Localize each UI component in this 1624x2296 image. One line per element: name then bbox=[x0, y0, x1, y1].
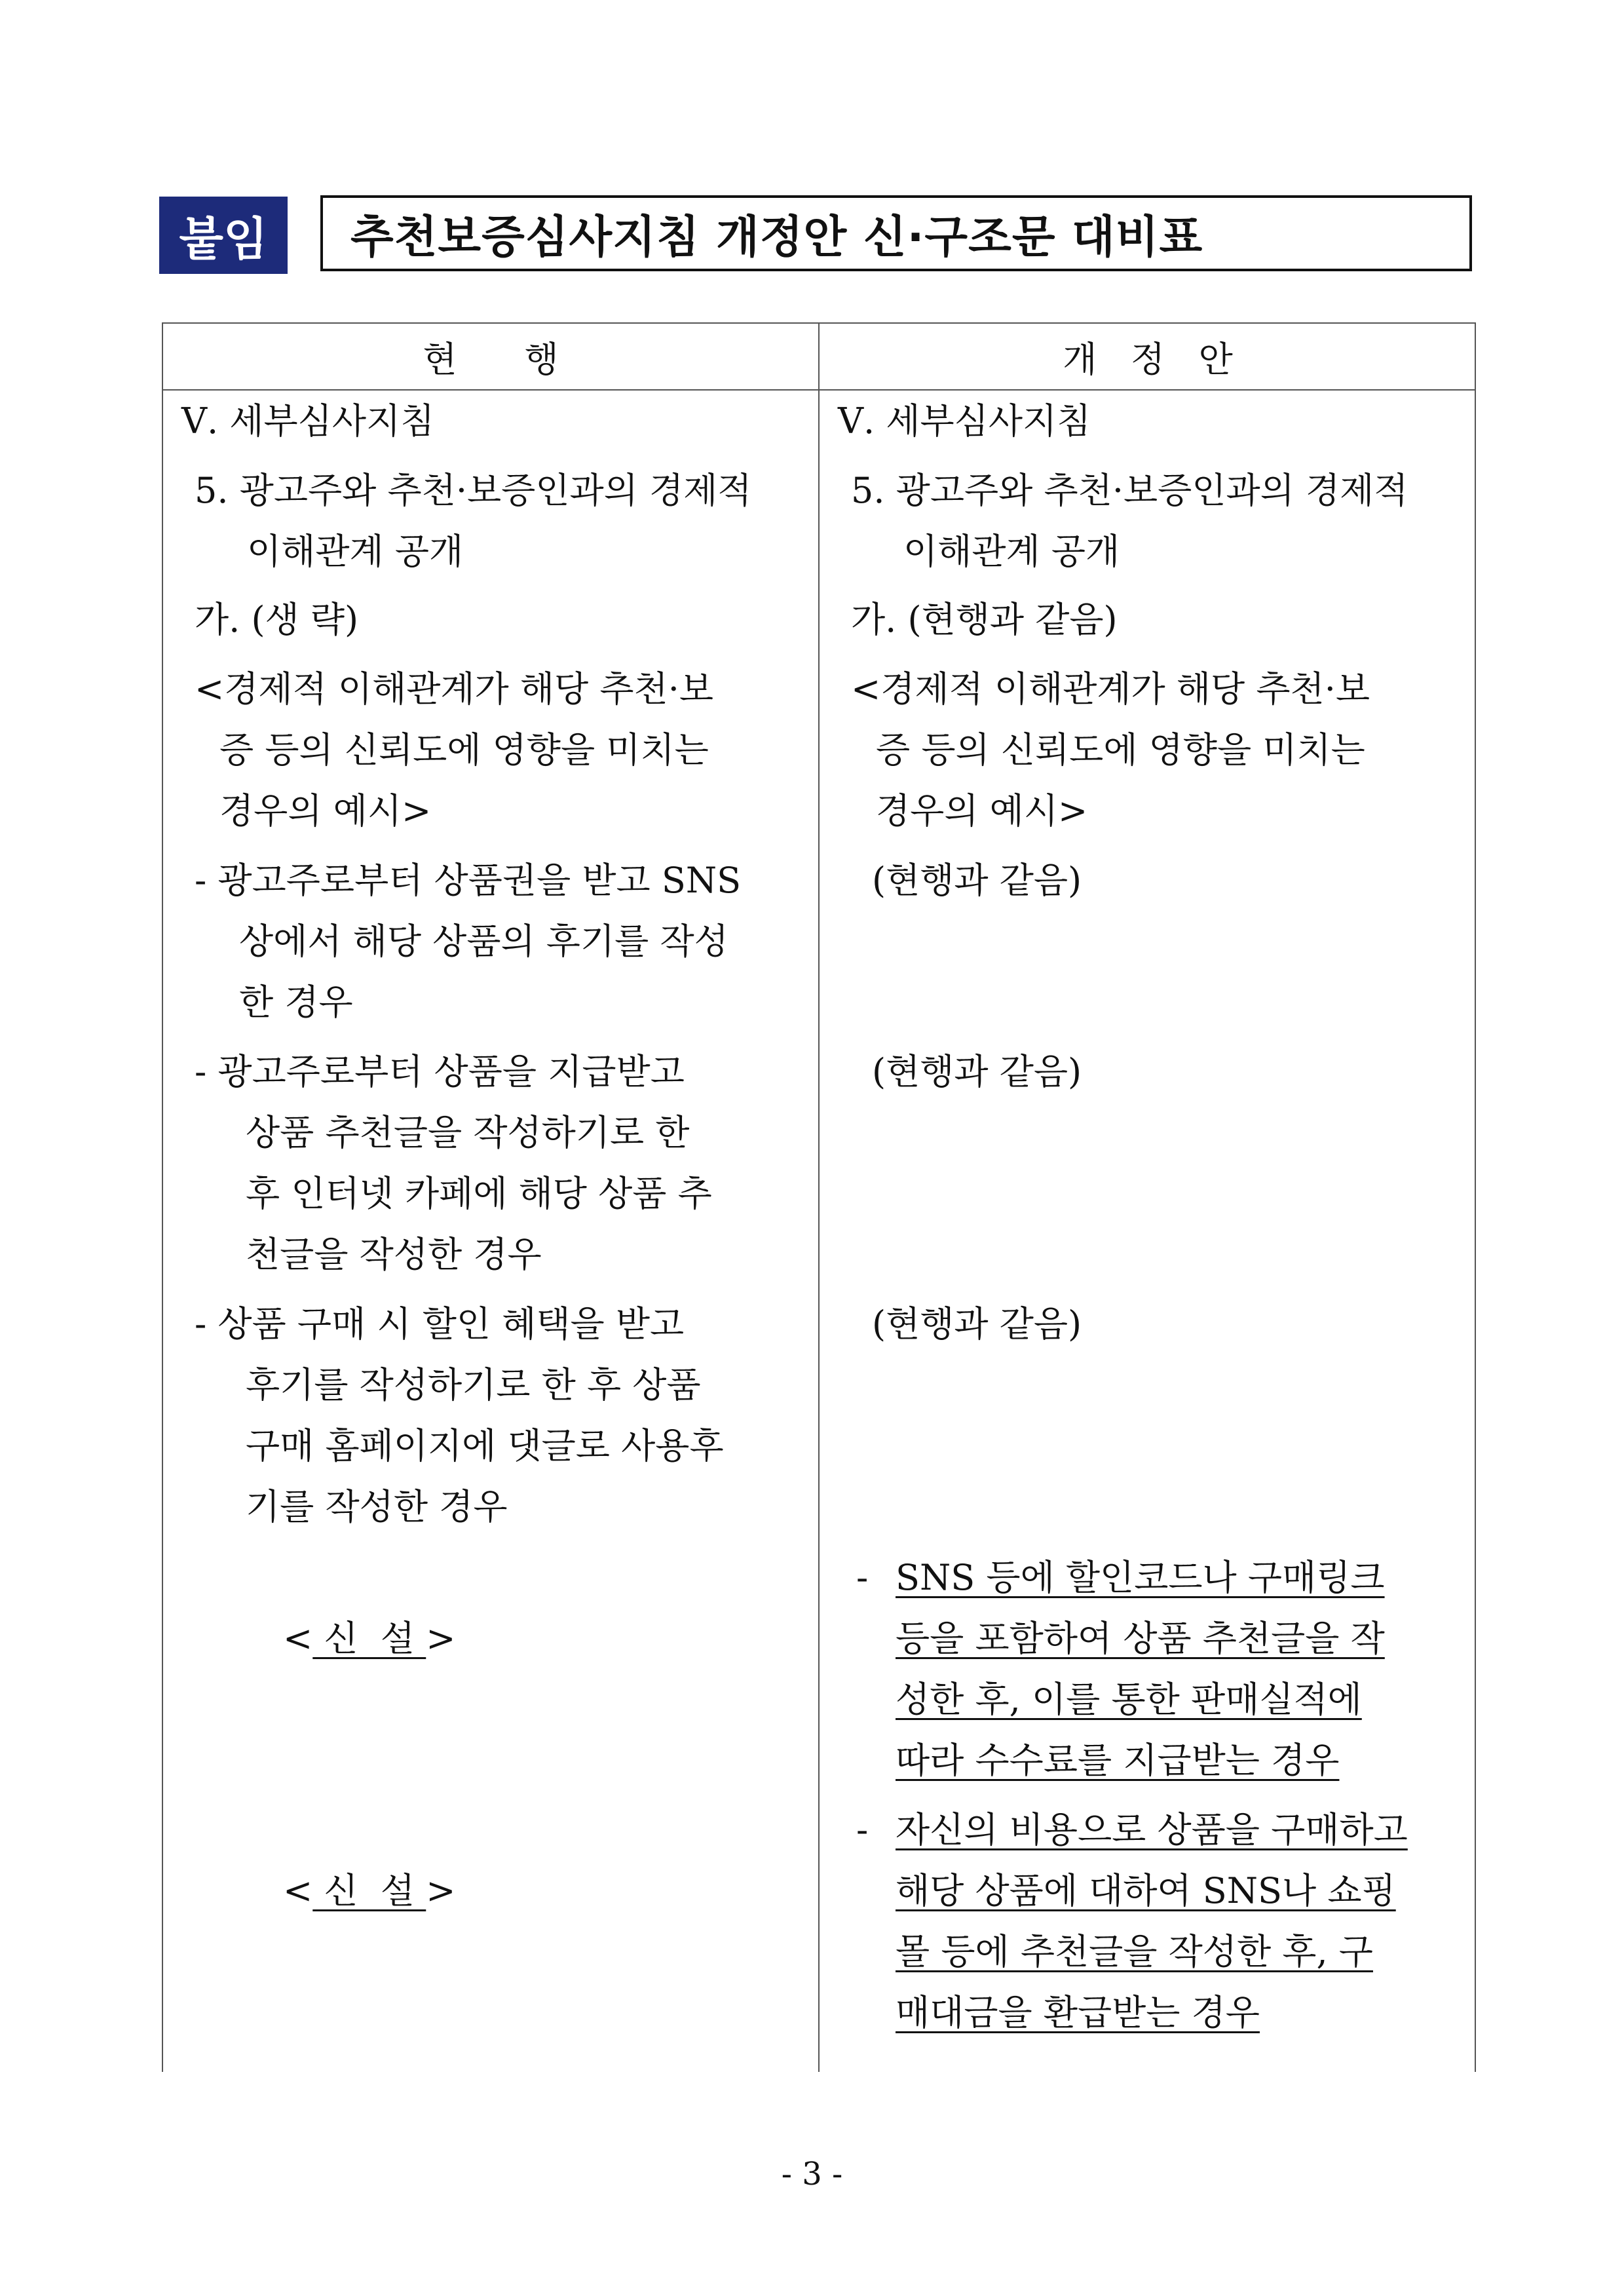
item5-line1: 5. 광고주와 추천·보증인과의 경제적 bbox=[851, 470, 1408, 511]
new-provision-marker-1 bbox=[216, 1547, 456, 1730]
section-heading: Ⅴ. 세부심사지침 bbox=[838, 400, 1091, 442]
example3-line1: - 상품 구매 시 할인 혜택을 받고 bbox=[195, 1303, 685, 1345]
new-example2-line3: 몰 등에 추천글을 작성한 후, 구 bbox=[896, 1931, 1373, 1972]
new-provision-marker-2 bbox=[216, 1799, 456, 1982]
example-heading-line2: 증 등의 신뢰도에 영향을 미치는 bbox=[219, 729, 709, 771]
new-example1-line1: SNS 등에 할인코드나 구매링크 bbox=[896, 1557, 1385, 1598]
same-as-current-3: (현행과 같음) bbox=[872, 1303, 1082, 1345]
example1-line1: - 광고주로부터 상품권을 받고 SNS bbox=[195, 860, 742, 901]
example2-line2: 상품 추천글을 작성하기로 한 bbox=[246, 1112, 690, 1153]
example1-line3: 한 경우 bbox=[239, 982, 353, 1023]
marker-open: < bbox=[283, 1870, 313, 1911]
new-example1-dash: - bbox=[856, 1557, 869, 1598]
example-heading-line3: 경우의 예시> bbox=[876, 790, 1088, 832]
page-number: - 3 - bbox=[781, 2156, 843, 2192]
example2-line3: 후 인터넷 카페에 해당 상품 추 bbox=[246, 1173, 712, 1214]
marker-open: < bbox=[283, 1618, 313, 1659]
document-title: 추천보증심사지침 개정안 신·구조문 대비표 bbox=[350, 211, 1203, 263]
same-as-current-1: (현행과 같음) bbox=[872, 860, 1082, 901]
new-example2-line1: 자신의 비용으로 상품을 구매하고 bbox=[896, 1809, 1408, 1850]
example3-line4: 기를 작성한 경우 bbox=[246, 1486, 508, 1527]
column-divider bbox=[818, 324, 820, 2072]
attachment-badge: 붙임 bbox=[159, 197, 288, 274]
new-example1-line4: 따라 수수료를 지급받는 경우 bbox=[896, 1740, 1340, 1781]
section-heading: Ⅴ. 세부심사지침 bbox=[181, 400, 435, 442]
current-column-header: 현 행 bbox=[423, 338, 559, 380]
marker-text: 신 설 bbox=[312, 1870, 426, 1911]
marker-close: > bbox=[426, 1870, 456, 1911]
example-heading-line1: <경제적 이해관계가 해당 추천·보 bbox=[195, 668, 714, 710]
same-as-current-2: (현행과 같음) bbox=[872, 1051, 1082, 1092]
new-example2-line2: 해당 상품에 대하여 SNS나 쇼핑 bbox=[896, 1870, 1396, 1911]
new-example2-line4: 매대금을 환급받는 경우 bbox=[896, 1992, 1260, 2033]
document-title-box bbox=[320, 195, 1472, 271]
example-heading-line3: 경우의 예시> bbox=[219, 790, 432, 832]
new-example1-line2: 등을 포함하여 상품 추천글을 작 bbox=[896, 1618, 1385, 1659]
new-example1-line3: 성한 후, 이를 통한 판매실적에 bbox=[896, 1679, 1362, 1720]
subitem-ga: 가. (현행과 같음) bbox=[851, 599, 1118, 640]
new-example2-dash: - bbox=[856, 1809, 869, 1850]
marker-close: > bbox=[426, 1618, 456, 1659]
amended-column-header: 개 정 안 bbox=[1063, 338, 1233, 380]
marker-text: 신 설 bbox=[312, 1618, 426, 1659]
comparison-table bbox=[162, 322, 1476, 2072]
example3-line2: 후기를 작성하기로 한 후 상품 bbox=[246, 1364, 701, 1406]
example-heading-line1: <경제적 이해관계가 해당 추천·보 bbox=[851, 668, 1370, 710]
example2-line1: - 광고주로부터 상품을 지급받고 bbox=[195, 1051, 685, 1092]
item5-line2: 이해관계 공개 bbox=[247, 531, 464, 572]
example-heading-line2: 증 등의 신뢰도에 영향을 미치는 bbox=[876, 729, 1365, 771]
example3-line3: 구매 홈페이지에 댓글로 사용후 bbox=[246, 1425, 724, 1466]
subitem-ga: 가. (생 략) bbox=[195, 599, 359, 640]
item5-line2: 이해관계 공개 bbox=[903, 531, 1120, 572]
item5-line1: 5. 광고주와 추천·보증인과의 경제적 bbox=[195, 470, 752, 511]
example1-line2: 상에서 해당 상품의 후기를 작성 bbox=[239, 921, 728, 962]
example2-line4: 천글을 작성한 경우 bbox=[246, 1234, 542, 1275]
